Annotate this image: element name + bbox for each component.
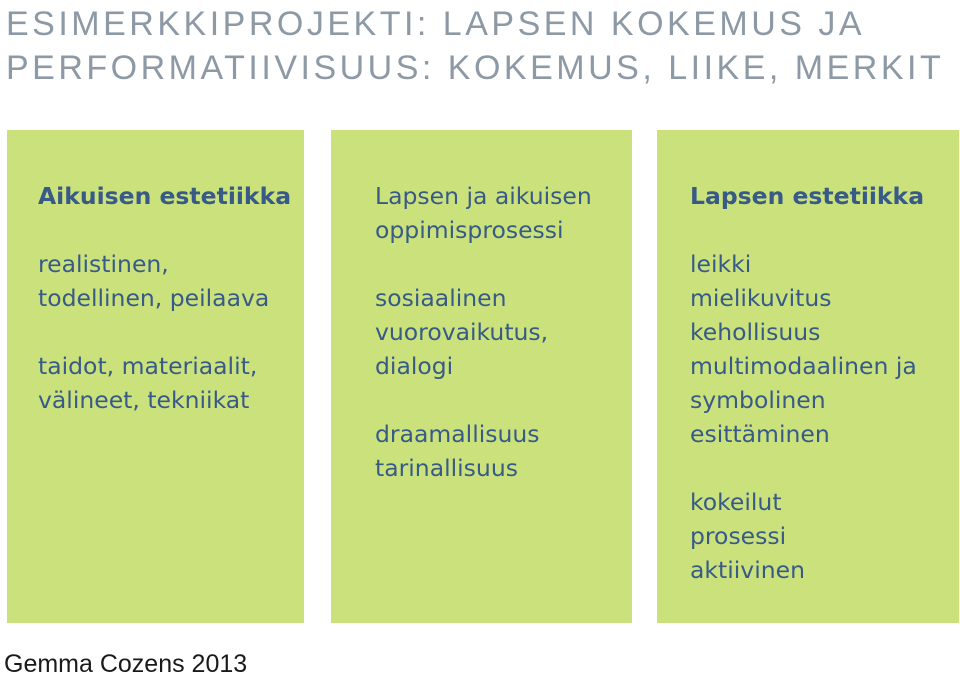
- panel-child-aesthetics: [657, 130, 959, 623]
- panel-line: sosiaalinen: [375, 284, 507, 312]
- panel-line: realistinen,: [38, 250, 169, 278]
- panel-line: tarinallisuus: [375, 454, 518, 482]
- panel-adult-aesthetics: [7, 130, 304, 623]
- panel-line: todellinen, peilaava: [38, 284, 270, 312]
- panel-line: dialogi: [375, 352, 454, 380]
- panel-heading-line: oppimisprosessi: [375, 216, 564, 244]
- panel-heading-line: Aikuisen estetiikka: [38, 182, 292, 210]
- panel-line: kehollisuus: [690, 318, 821, 346]
- panel-heading: [375, 179, 622, 247]
- panel-line: symbolinen: [690, 386, 826, 414]
- page-title: [6, 2, 944, 90]
- panel-group: [690, 247, 949, 451]
- panel-group: [38, 349, 294, 417]
- panel-line: multimodaalinen ja: [690, 352, 917, 380]
- panel-group: [38, 247, 294, 315]
- panel-heading: [690, 179, 949, 213]
- panel-group: [375, 281, 622, 383]
- panel-heading: [38, 179, 294, 213]
- panel-line: mielikuvitus: [690, 284, 832, 312]
- panel-line: kokeilut: [690, 488, 782, 516]
- panel-learning-process: [331, 130, 632, 623]
- panel-line: esittäminen: [690, 420, 830, 448]
- author-credit: Gemma Cozens 2013: [4, 650, 248, 678]
- panel-group: [375, 417, 622, 485]
- panel-line: taidot, materiaalit,: [38, 352, 258, 380]
- title-line-2: PERFORMATIIVISUUS: KOKEMUS, LIIKE, MERKIT: [6, 49, 945, 87]
- panel-heading-line: Lapsen ja aikuisen: [375, 182, 592, 210]
- title-line-1: ESIMERKKIPROJEKTI: LAPSEN KOKEMUS JA: [6, 5, 866, 43]
- panel-line: prosessi: [690, 522, 787, 550]
- panel-line: aktiivinen: [690, 556, 805, 584]
- panel-line: välineet, tekniikat: [38, 386, 250, 414]
- panel-line: vuorovaikutus,: [375, 318, 549, 346]
- panel-group: [690, 485, 949, 587]
- panel-line: draamallisuus: [375, 420, 540, 448]
- panel-heading-line: Lapsen estetiikka: [690, 182, 925, 210]
- panel-line: leikki: [690, 250, 752, 278]
